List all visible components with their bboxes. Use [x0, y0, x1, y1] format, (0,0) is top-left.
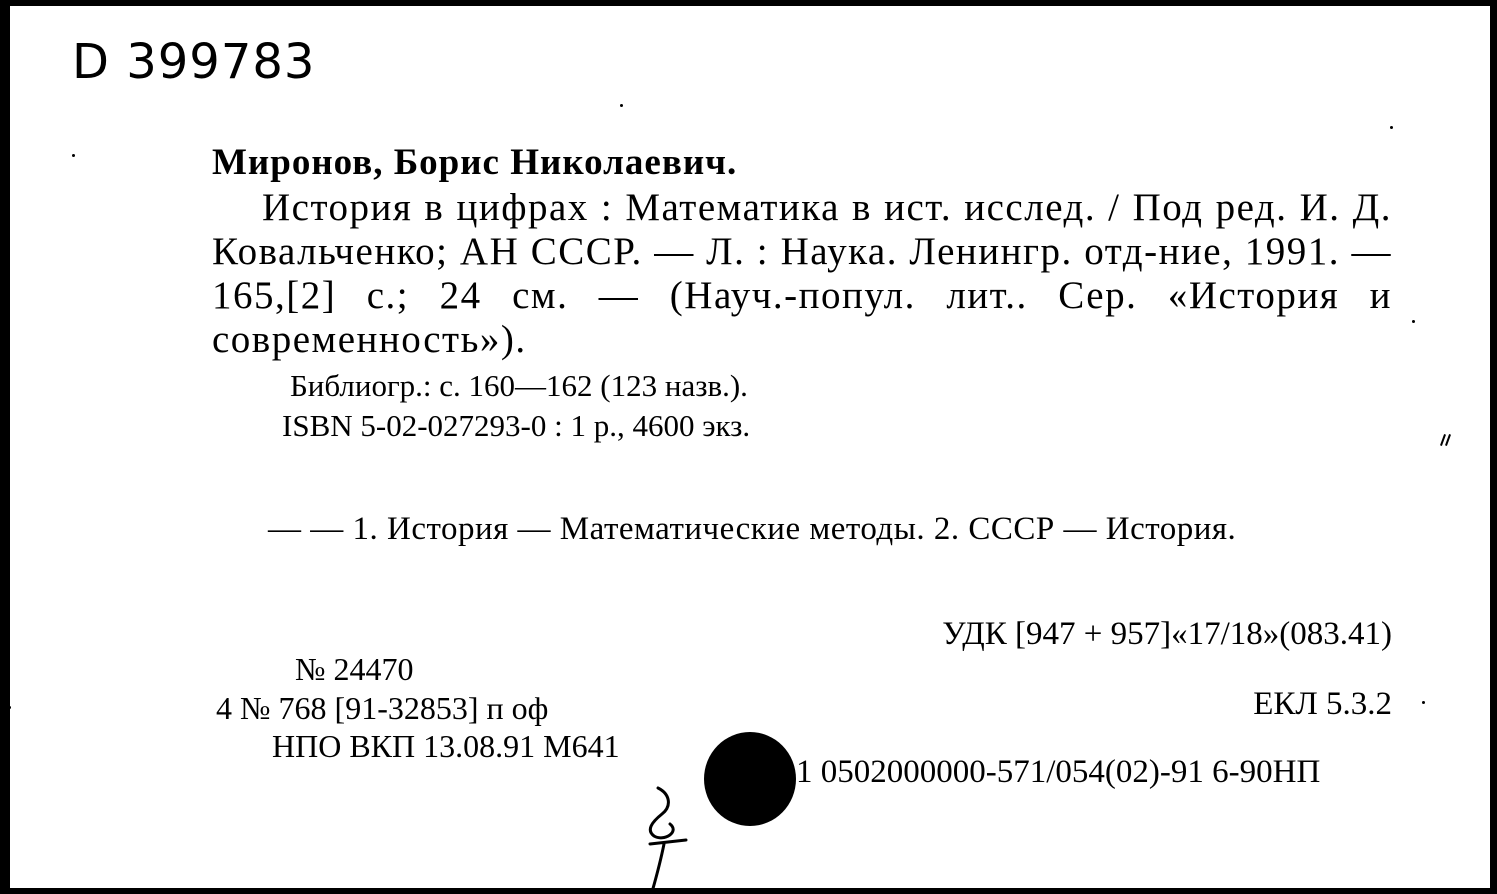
subject-headings: — — 1. История — Математические методы. 2. СССР — История. — [268, 511, 1237, 547]
isbn-line: ISBN 5-02-027293-0 : 1 р., 4600 экз. — [282, 408, 751, 443]
order-number: 4 № 768 [91-32853] п оф — [216, 690, 549, 726]
handwritten-mark-icon — [630, 784, 700, 894]
speck — [620, 104, 623, 107]
inventory-number: D 399783 — [72, 34, 316, 90]
catalog-card — [10, 6, 1490, 888]
speck — [1422, 701, 1425, 704]
speck — [1445, 434, 1451, 446]
ekl-code: ЕКЛ 5.3.2 — [1253, 686, 1392, 722]
printer-line: НПО ВКП 13.08.91 М641 — [272, 728, 620, 764]
speck — [1390, 126, 1393, 129]
speck — [8, 706, 11, 709]
speck — [1412, 320, 1415, 323]
bibliographic-description: История в цифрах : Математика в ист. исслед. / Под ред. И. Д. Ковальченко; АН СССР. — Л. : Наука. Ленингр. отд-ние, 1991. — 165,[2] с.; 24 см. — (Науч.-попул. лит.. Сер. «История и современность»). — [212, 186, 1392, 361]
barcode-line: 1 0502000000-571/054(02)-91 6-90НП — [796, 754, 1321, 790]
author-heading: Миронов, Борис Николаевич. — [212, 142, 738, 183]
speck — [72, 154, 75, 157]
bibliography-note: Библиогр.: с. 160—162 (123 назв.). — [290, 368, 748, 403]
card-number: № 24470 — [295, 651, 414, 687]
udk-code: УДК [947 + 957]«17/18»(083.41) — [942, 616, 1392, 652]
ink-blot — [704, 732, 796, 826]
